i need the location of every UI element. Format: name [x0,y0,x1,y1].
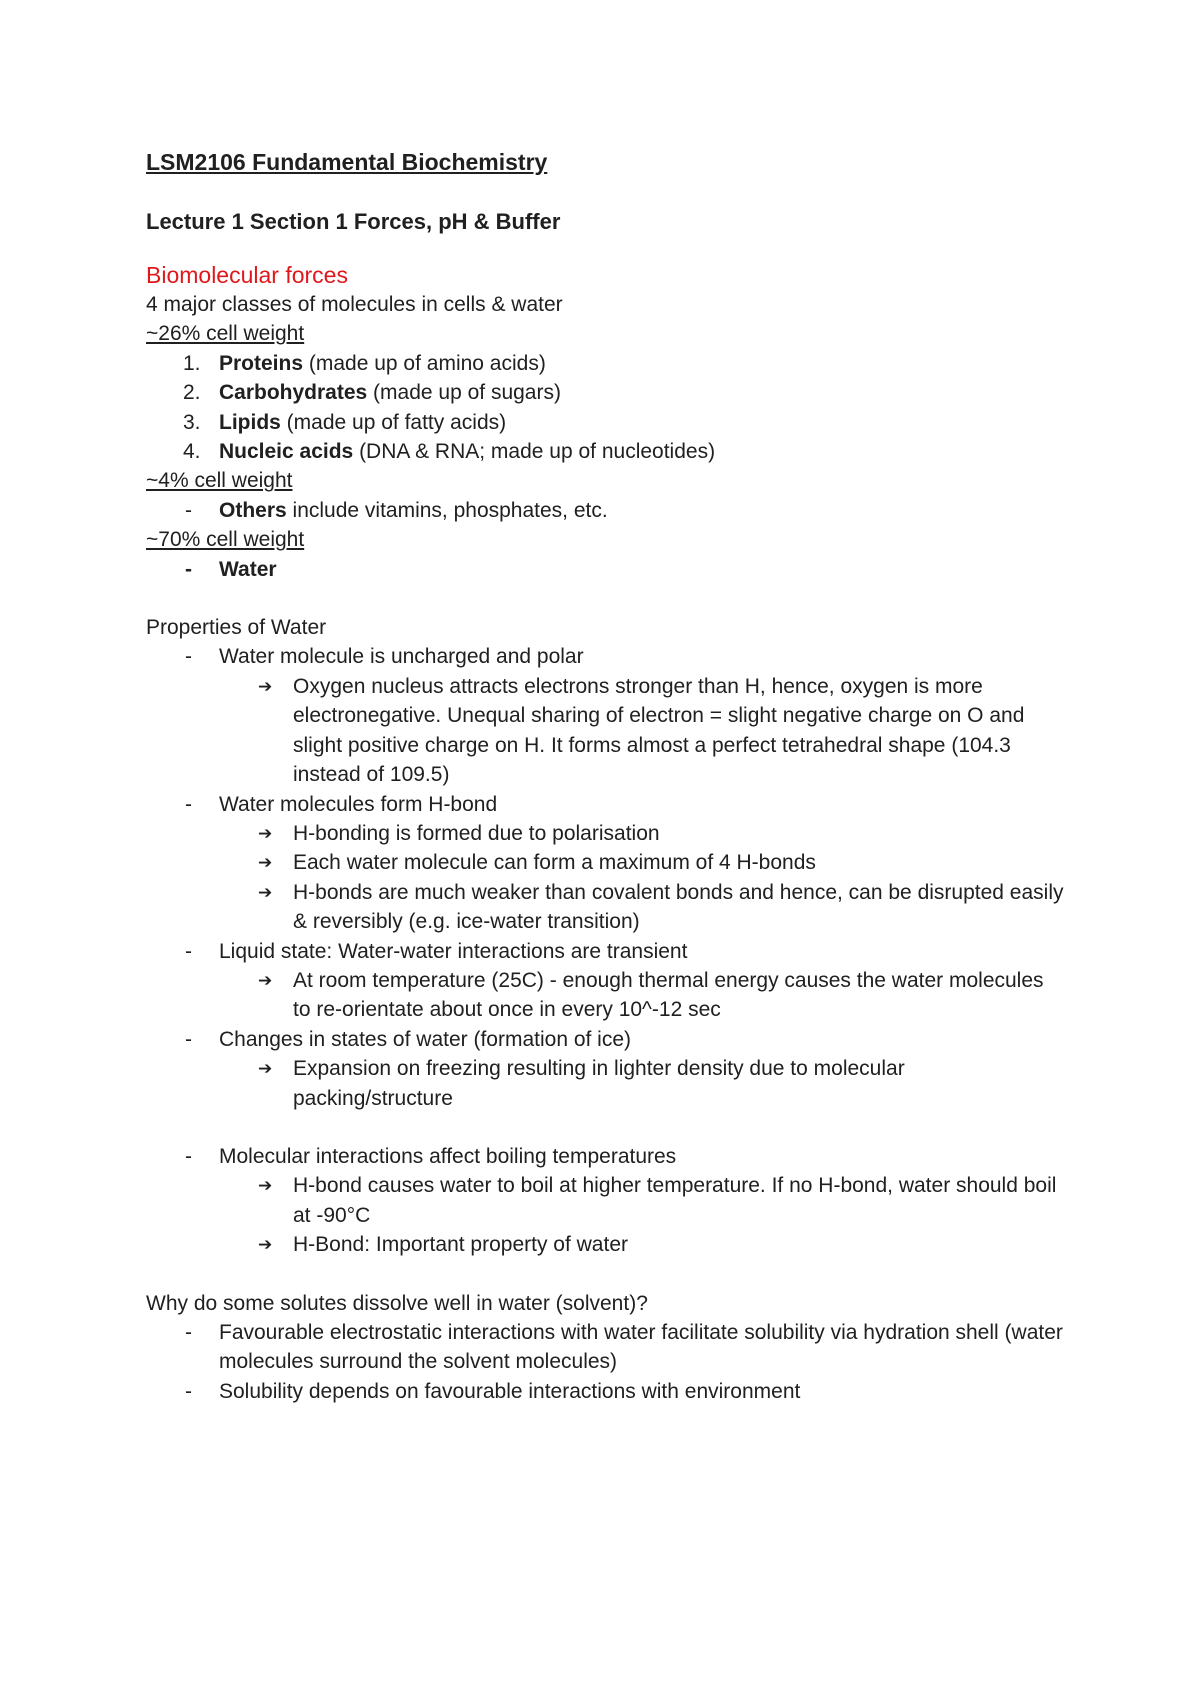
sub-item-text: H-bonds are much weaker than covalent bonds and hence, can be disrupted easily & reversibly (e.g. ice-water transition) [293,880,1064,934]
list-number: 2. [183,381,201,405]
property-item [146,790,1066,819]
item-desc: (made up of sugars) [367,381,561,405]
dash-marker: - [185,1321,192,1344]
solutes-question: Why do some solutes dissolve well in water (solvent)? [146,1291,648,1315]
spacer [146,1260,1066,1289]
group-label-26: ~26% cell weight [146,322,305,346]
item-term: Nucleic acids [219,440,354,464]
list-item-water [146,555,1066,584]
arrow-icon: ➔ [258,1059,273,1079]
property-item [146,937,1066,966]
section-heading: Biomolecular forces [146,262,348,288]
dash-marker: - [185,1144,192,1168]
item-term: Lipids [219,410,281,434]
document-title: LSM2106 Fundamental Biochemistry [146,149,548,175]
property-text: Water molecule is uncharged and polar [219,645,584,669]
arrow-icon: ➔ [258,1235,273,1255]
list-item-proteins [146,349,1066,378]
list-number: 4. [183,440,201,464]
sub-item-text: H-Bond: Important property of water [293,1233,628,1257]
sub-item-text: Oxygen nucleus attracts electrons stronger than H, hence, oxygen is more electronegative. Unequal sharing of electron = slight negative charge on O and slight positive charge on H. It forms almost a perfect tetrahedral shape (104.3 instead of 109.5) [293,674,1025,787]
document-content [146,142,1066,1406]
solute-text: Favourable electrostatic interactions with water facilitate solubility via hydration shell (water molecules surround the solvent molecules) [219,1321,1063,1374]
arrow-icon: ➔ [258,882,273,902]
dash-marker: - [185,792,192,816]
list-item-lipids [146,408,1066,437]
group-label-4: ~4% cell weight [146,469,293,493]
solute-item [146,1377,1066,1406]
solute-text: Solubility depends on favourable interactions with environment [219,1379,801,1403]
spacer [146,1113,1066,1142]
list-item-carbohydrates [146,378,1066,407]
list-item-nucleic-acids [146,437,1066,466]
list-number: 1. [183,351,201,375]
dash-marker: - [185,939,192,963]
item-desc: (DNA & RNA; made up of nucleotides) [353,440,716,464]
arrow-icon: ➔ [258,1176,273,1196]
property-text: Molecular interactions affect boiling temperatures [219,1144,677,1168]
item-term: Carbohydrates [219,381,368,405]
arrow-icon: ➔ [258,970,273,990]
item-desc: (made up of amino acids) [303,351,546,375]
property-text: Liquid state: Water-water interactions are transient [219,939,688,963]
item-term: Proteins [219,351,304,375]
sub-item [146,1171,1066,1230]
property-text: Water molecules form H-bond [219,792,498,816]
item-desc: (made up of fatty acids) [280,410,507,434]
item-desc: include vitamins, phosphates, etc. [286,498,608,522]
property-item [146,1025,1066,1054]
dash-marker: - [185,1379,192,1403]
item-term: Water [219,557,277,581]
lecture-title: Lecture 1 Section 1 Forces, pH & Buffer [146,209,561,234]
dash-marker: - [185,557,192,581]
arrow-icon: ➔ [258,853,273,873]
dash-marker: - [185,498,192,522]
list-item-others [146,496,1066,525]
property-text: Changes in states of water (formation of ice) [219,1027,632,1051]
dash-marker: - [185,645,192,669]
sub-item-text: At room temperature (25C) - enough thermal energy causes the water molecules to re-orientate about once in every 10^-12 sec [293,968,1044,1022]
sub-item [146,1054,1066,1113]
list-number: 3. [183,410,201,434]
sub-item-text: Expansion on freezing resulting in lighter density due to molecular packing/structure [293,1057,905,1110]
property-item [146,642,1066,671]
sub-item [146,1230,1066,1259]
sub-item-text: H-bond causes water to boil at higher temperature. If no H-bond, water should boil at -90°C [293,1174,1057,1227]
dash-marker: - [185,1027,192,1051]
spacer [146,584,1066,613]
sub-item [146,848,1066,877]
arrow-icon: ➔ [258,823,273,843]
sub-item-text: H-bonding is formed due to polarisation [293,821,660,845]
properties-heading: Properties of Water [146,616,327,640]
sub-item [146,878,1066,937]
sub-item [146,819,1066,848]
intro-text: 4 major classes of molecules in cells & water [146,293,563,316]
sub-item [146,672,1066,790]
arrow-icon: ➔ [258,676,273,696]
sub-item [146,966,1066,1025]
sub-item-text: Each water molecule can form a maximum of 4 H-bonds [293,851,816,875]
property-item [146,1142,1066,1171]
solute-item [146,1318,1066,1377]
group-label-70: ~70% cell weight [146,528,305,552]
item-term: Others [219,498,287,522]
